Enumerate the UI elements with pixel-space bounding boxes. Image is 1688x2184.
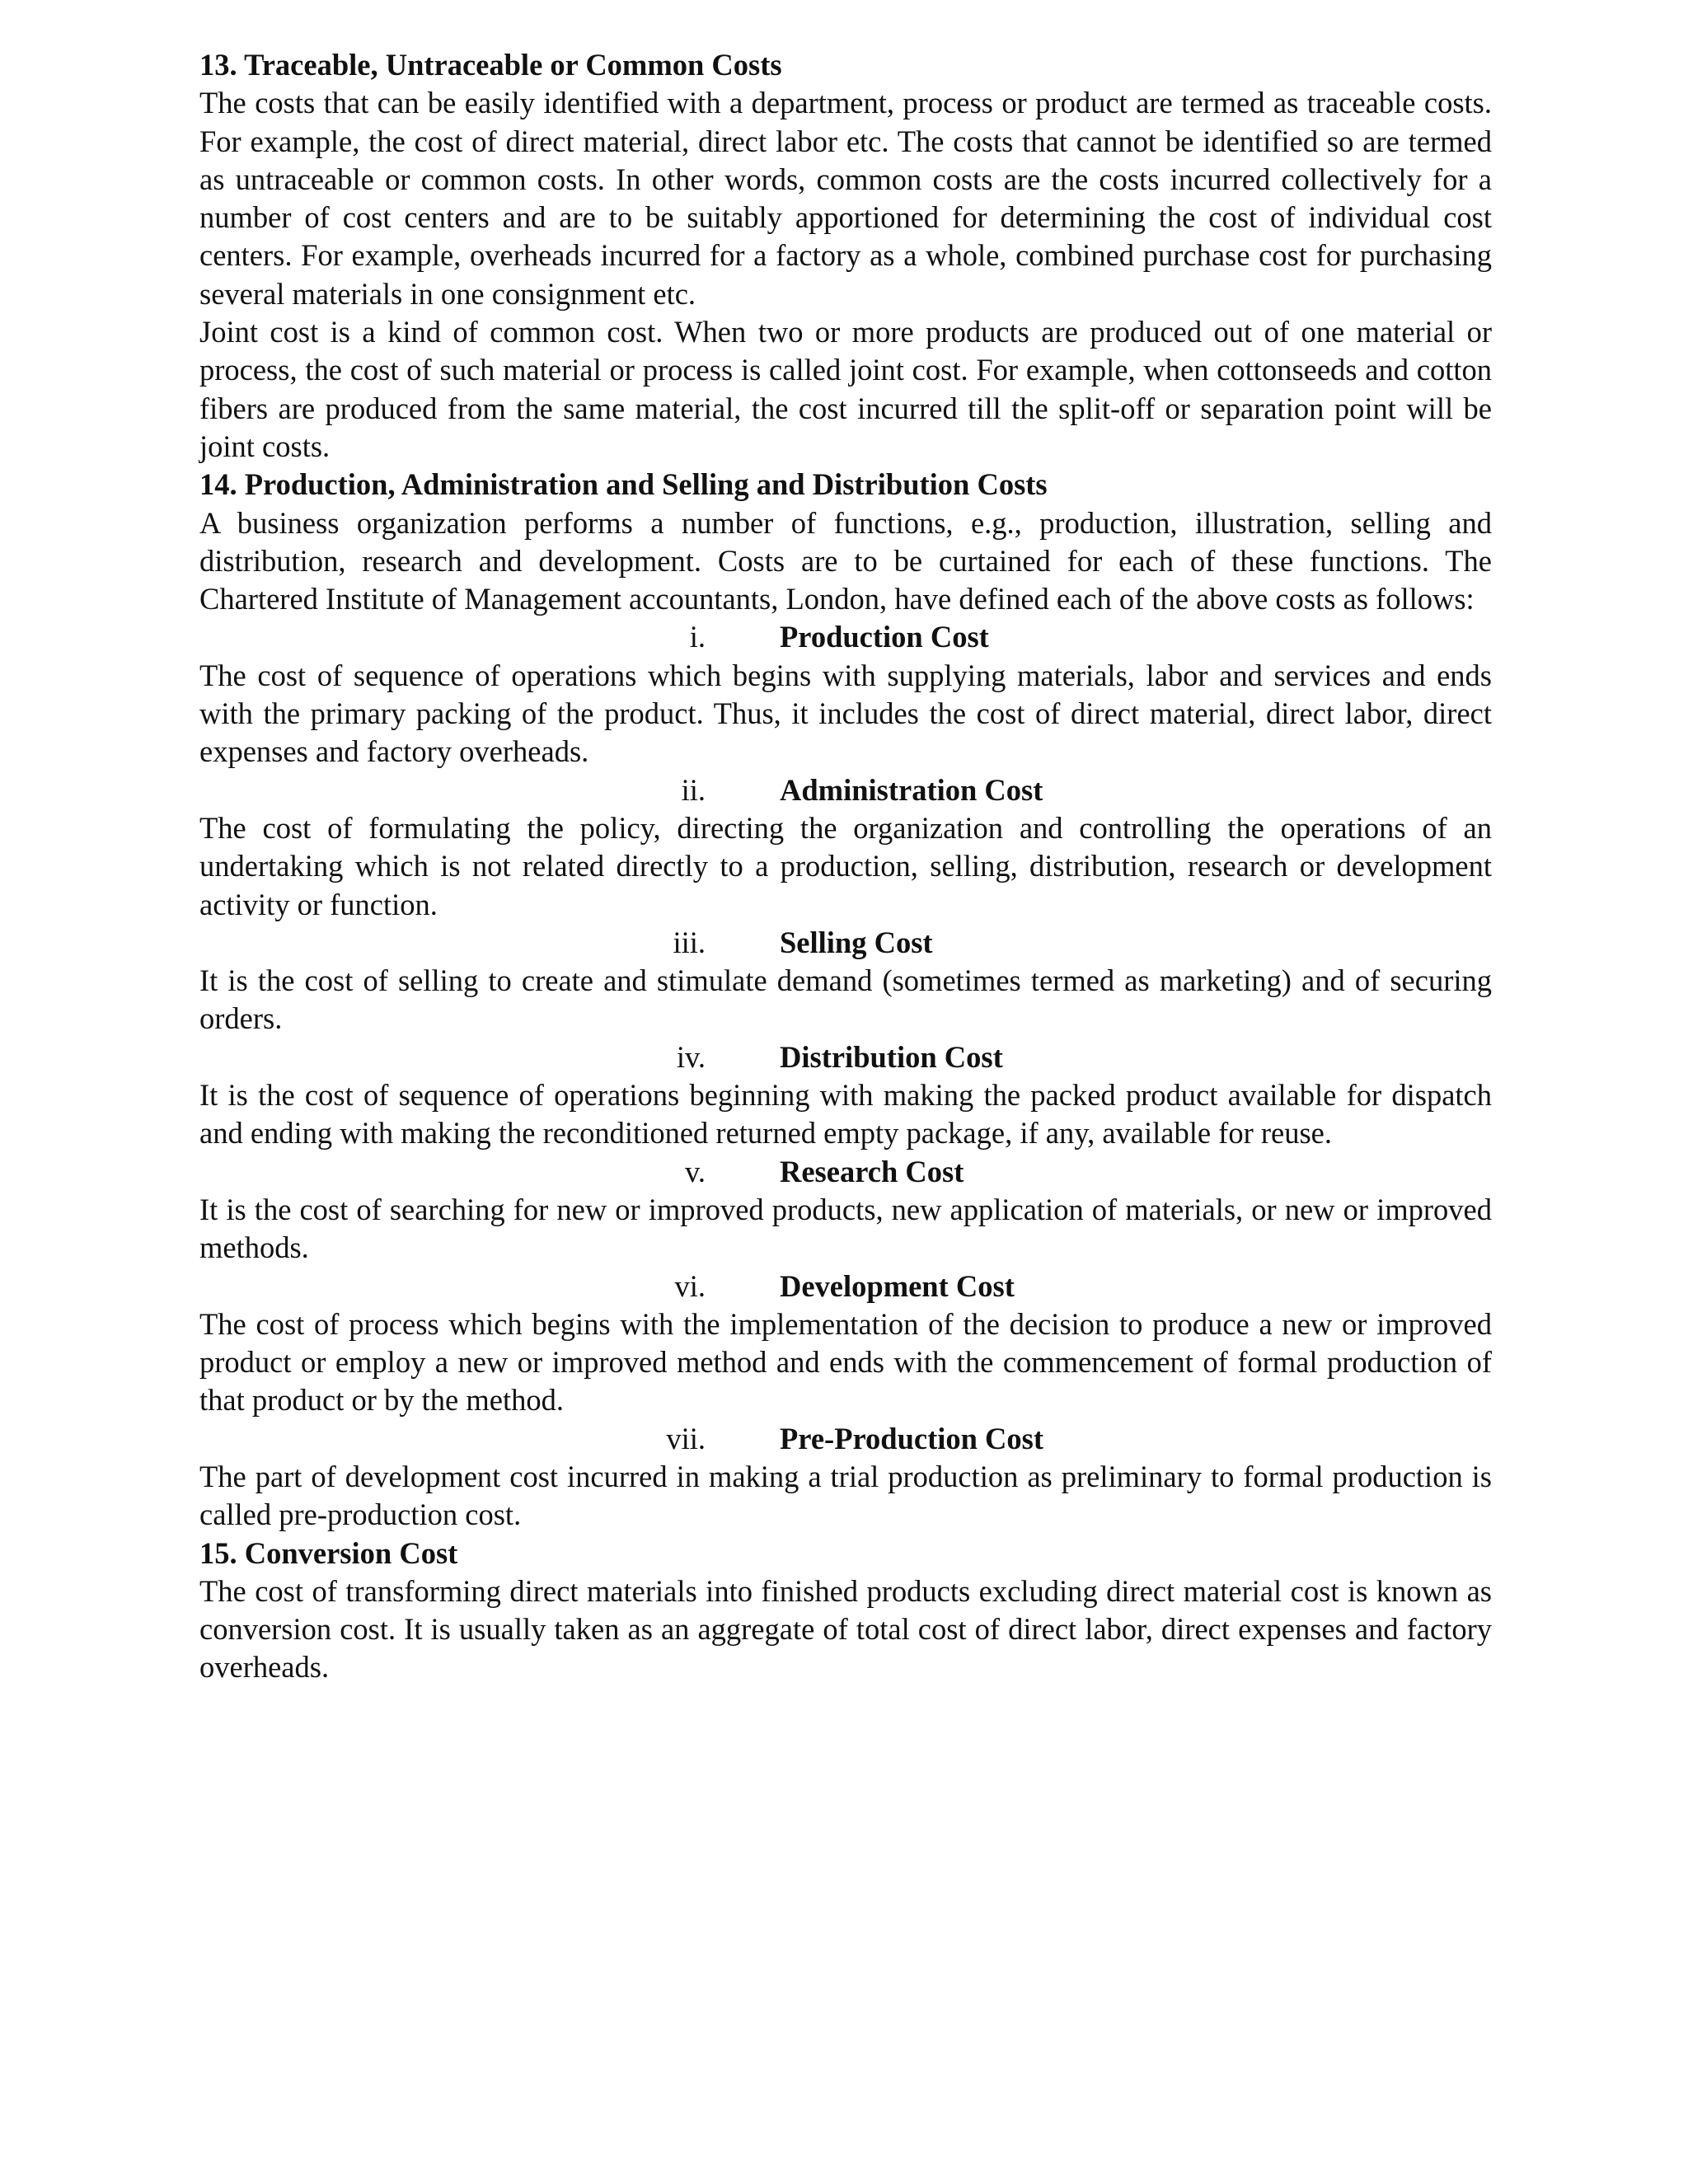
section-heading: 14. Production, Administration and Selling and Distribution Costs [199, 467, 1048, 502]
subsection-heading [199, 618, 1492, 656]
subsection-heading [199, 771, 1492, 809]
subsection-text: The cost of process which begins with the implementation of the decision to produce a new or improved product or employ a new or improved method and ends with the commencement of formal production of that product or by the method. [199, 1306, 1492, 1418]
subsection-heading [199, 1153, 1492, 1191]
subsection-heading [199, 1268, 1492, 1305]
section-15 [199, 1535, 1492, 1687]
subsection-title: Pre-Production Cost [780, 1421, 1044, 1455]
subsection-number: vii. [666, 1421, 706, 1455]
subsection-text: It is the cost of searching for new or improved products, new application of materials, or new or improved methods. [199, 1192, 1492, 1265]
subsection-number: i. [689, 620, 706, 654]
document-page [199, 46, 1492, 1687]
paragraph: The costs that can be easily identified with a department, process or product are termed as traceable costs. For example, the cost of direct material, direct labor etc. The costs that cannot be identified so are termed as untraceable or common costs. In other words, common costs are the costs incurred collectively for a number of cost centers and are to be suitably apportioned for determining the cost of individual cost centers. For example, overheads incurred for a factory as a whole, combined purchase cost for purchasing several materials in one consignment etc. [199, 86, 1492, 311]
subsection-number: vi. [674, 1268, 706, 1303]
paragraph: The cost of transforming direct materials into finished products excluding direct material cost is known as conversion cost. It is usually taken as an aggregate of total cost of direct labor, direct expenses and factory overheads. [199, 1573, 1492, 1685]
subsection-text: It is the cost of selling to create and stimulate demand (sometimes termed as marketing) and of securing orders. [199, 963, 1492, 1036]
subsection-heading [199, 924, 1492, 962]
section-heading: 13. Traceable, Untraceable or Common Costs [199, 48, 782, 82]
subsection-title: Selling Cost [780, 925, 933, 959]
paragraph: A business organization performs a number of functions, e.g., production, illustration, selling and distribution, research and development. Costs are to be curtained for each of these functions. The Chartered Institute of Management accountants, London, have defined each of the above costs as follows: [199, 505, 1492, 616]
subsection-title: Distribution Cost [780, 1039, 1003, 1074]
subsection-number: iii. [673, 925, 706, 959]
subsection-heading [199, 1038, 1492, 1076]
subsection-title: Administration Cost [780, 772, 1043, 807]
subsection-title: Research Cost [780, 1154, 964, 1188]
section-14 [199, 466, 1492, 1534]
subsection-title: Production Cost [780, 620, 989, 654]
subsection-text: It is the cost of sequence of operations beginning with making the packed product available for dispatch and ending with making the reconditioned returned empty package, if any, available for reuse. [199, 1078, 1492, 1151]
subsection-text: The cost of sequence of operations which begins with supplying materials, labor and services and ends with the primary packing of the product. Thus, it includes the cost of direct material, direct labor, direct expenses and factory overheads. [199, 658, 1492, 769]
subsection-heading [199, 1420, 1492, 1458]
subsection-number: iv. [676, 1039, 706, 1074]
paragraph: Joint cost is a kind of common cost. When two or more products are produced out of one material or process, the cost of such material or process is called joint cost. For example, when cottonseeds and cotton fibers are produced from the same material, the cost incurred till the split-off or separation point will be joint costs. [199, 315, 1492, 463]
subsection-number: v. [684, 1154, 706, 1188]
subsection-text: The cost of formulating the policy, directing the organization and controlling the operations of an undertaking which is not related directly to a production, selling, distribution, research or development activity or function. [199, 810, 1492, 921]
subsection-number: ii. [681, 772, 706, 807]
section-heading: 15. Conversion Cost [199, 1535, 458, 1570]
subsection-title: Development Cost [780, 1268, 1015, 1303]
subsection-text: The part of development cost incurred in making a trial production as preliminary to formal production is called pre-production cost. [199, 1459, 1492, 1532]
section-13 [199, 46, 1492, 466]
